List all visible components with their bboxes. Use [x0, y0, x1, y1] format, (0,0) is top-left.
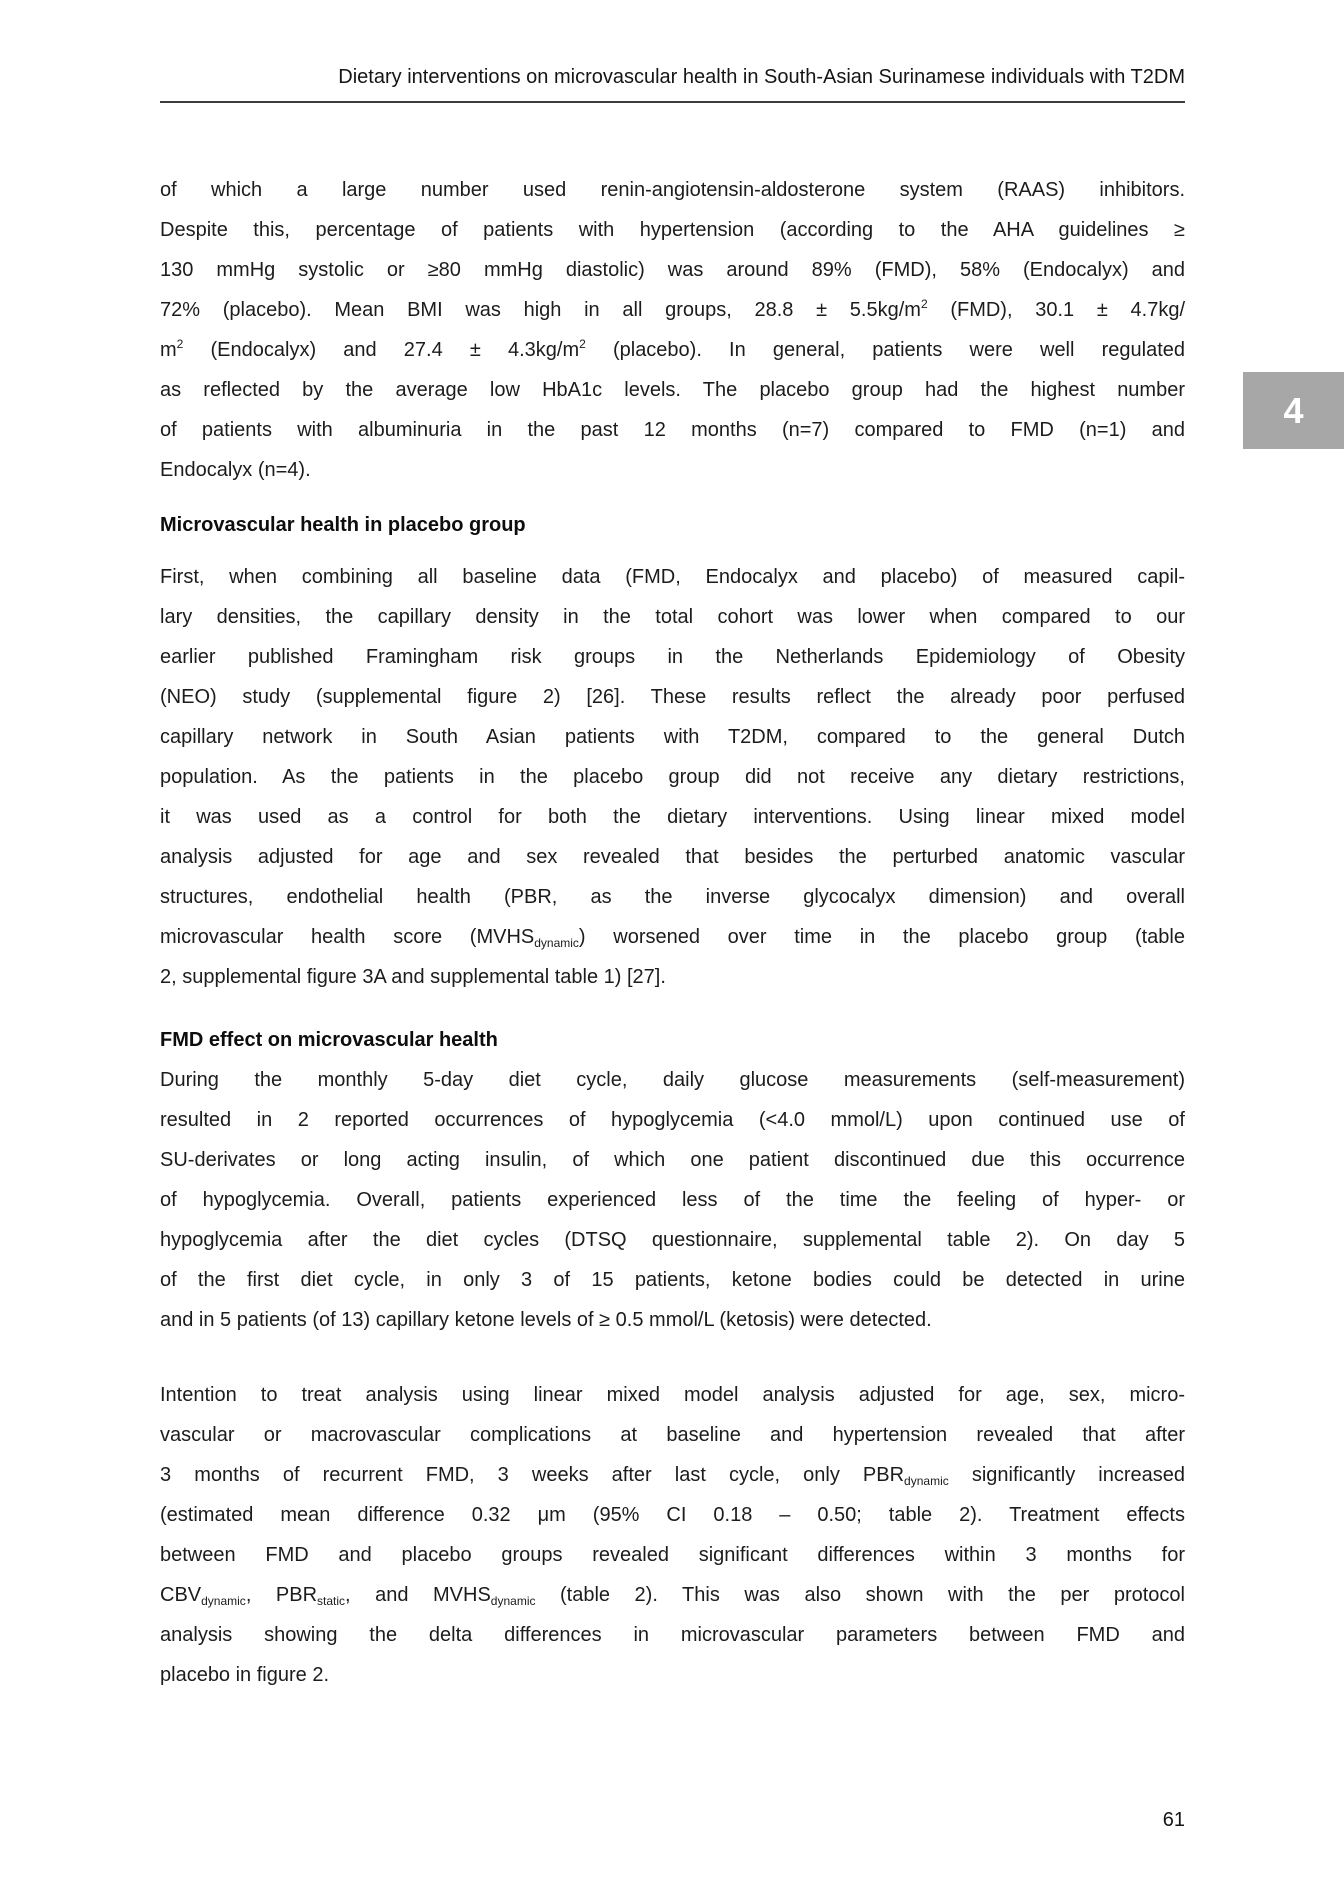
text-line: placebo in figure 2.: [160, 1664, 330, 1686]
text-line: First, when combining all baseline data (FMD, Endocalyx and placebo) of measured capil-: [160, 566, 1185, 588]
section-heading-fmd: FMD effect on microvascular health: [160, 1029, 498, 1051]
text-line: as reflected by the average low HbA1c levels. The placebo group had the highest number: [160, 379, 1185, 401]
text-line: 2, supplemental figure 3A and supplemental table 1) [27].: [160, 966, 666, 988]
text-line: SU-derivates or long acting insulin, of which one patient discontinued due this occurrence: [160, 1149, 1185, 1171]
text-line: (NEO) study (supplemental figure 2) [26]. These results reflect the already poor perfused: [160, 686, 1185, 708]
text-line: $m^2$ (Endocalyx) and $27.4 \pm 4.3kg/m^2$ (placebo). In general, patients were well regulated: [160, 337, 1185, 361]
text-line: of patients with albuminuria in the past 12 months (n=7) compared to FMD (n=1) and: [160, 419, 1185, 441]
text-line: 3 months of recurrent FMD, 3 weeks after last cycle, only $PBR_{dynamic}$ significantly increased: [160, 1464, 1185, 1488]
text-line: $CBV_{dynamic}$, $PBR_{static}$, and $MVHS_{dynamic}$ (table 2). This was also shown with the per protocol: [160, 1584, 1185, 1608]
text-line: it was used as a control for both the dietary interventions. Using linear mixed model: [160, 806, 1185, 828]
header-rule: [160, 101, 1185, 103]
section-heading-placebo: Microvascular health in placebo group: [160, 514, 526, 536]
text-line: of hypoglycemia. Overall, patients experienced less of the time the feeling of hyper- or: [160, 1189, 1185, 1211]
text-line: vascular or macrovascular complications at baseline and hypertension revealed that after: [160, 1424, 1185, 1446]
text-line: Intention to treat analysis using linear mixed model analysis adjusted for age, sex, micro-: [160, 1384, 1185, 1406]
text-line: between FMD and placebo groups revealed significant differences within 3 months for: [160, 1544, 1185, 1566]
paragraph-fmd-1: [160, 1060, 1185, 1340]
text-line: of the first diet cycle, in only 3 of 15 patients, ketone bodies could be detected in urine: [160, 1269, 1185, 1291]
text-line: resulted in 2 reported occurrences of hypoglycemia (<4.0 mmol/L) upon continued use of: [160, 1109, 1185, 1131]
text-line: earlier published Framingham risk groups in the Netherlands Epidemiology of Obesity: [160, 646, 1185, 668]
text-line: population. As the patients in the placebo group did not receive any dietary restrictions,: [160, 766, 1185, 788]
text-line: analysis showing the delta differences in microvascular parameters between FMD and: [160, 1624, 1185, 1646]
text-line: (estimated mean difference 0.32 μm (95% CI 0.18 – 0.50; table 2). Treatment effects: [160, 1504, 1185, 1526]
text-line: Despite this, percentage of patients with hypertension (according to the AHA guidelines ≥: [160, 219, 1185, 241]
paragraph-fmd-2: [160, 1375, 1185, 1695]
page-number: 61: [1162, 1809, 1185, 1831]
text-line: During the monthly 5-day diet cycle, daily glucose measurements (self-measurement): [160, 1069, 1185, 1091]
running-header-title: Dietary interventions on microvascular health in South-Asian Surinamese individuals with T2DM: [338, 66, 1185, 88]
chapter-number: 4: [1283, 389, 1304, 431]
text-line: hypoglycemia after the diet cycles (DTSQ questionnaire, supplemental table 2). On day 5: [160, 1229, 1185, 1251]
text-line: capillary network in South Asian patients with T2DM, compared to the general Dutch: [160, 726, 1185, 748]
text-line: Endocalyx (n=4).: [160, 459, 311, 481]
text-line: and in 5 patients (of 13) capillary ketone levels of ≥ 0.5 mmol/L (ketosis) were detected.: [160, 1309, 932, 1331]
paragraph-placebo: [160, 557, 1185, 997]
text-line: lary densities, the capillary density in the total cohort was lower when compared to our: [160, 606, 1185, 628]
text-line: analysis adjusted for age and sex revealed that besides the perturbed anatomic vascular: [160, 846, 1185, 868]
text-line: of which a large number used renin-angiotensin-aldosterone system (RAAS) inhibitors.: [160, 179, 1185, 201]
text-line: structures, endothelial health (PBR, as the inverse glycocalyx dimension) and overall: [160, 886, 1185, 908]
text-line: microvascular health score $(MVHS_{dynamic})$ worsened over time in the placebo group (table: [160, 926, 1185, 950]
text-line: 72% (placebo). Mean BMI was high in all groups, $28.8 \pm 5.5kg/m^2$ (FMD), 30.1 ± 4.7kg/: [160, 297, 1185, 321]
text-line: 130 mmHg systolic or ≥80 mmHg diastolic) was around 89% (FMD), 58% (Endocalyx) and: [160, 259, 1185, 281]
chapter-number-tab: [1243, 372, 1344, 449]
paragraph-intro: [160, 170, 1185, 490]
